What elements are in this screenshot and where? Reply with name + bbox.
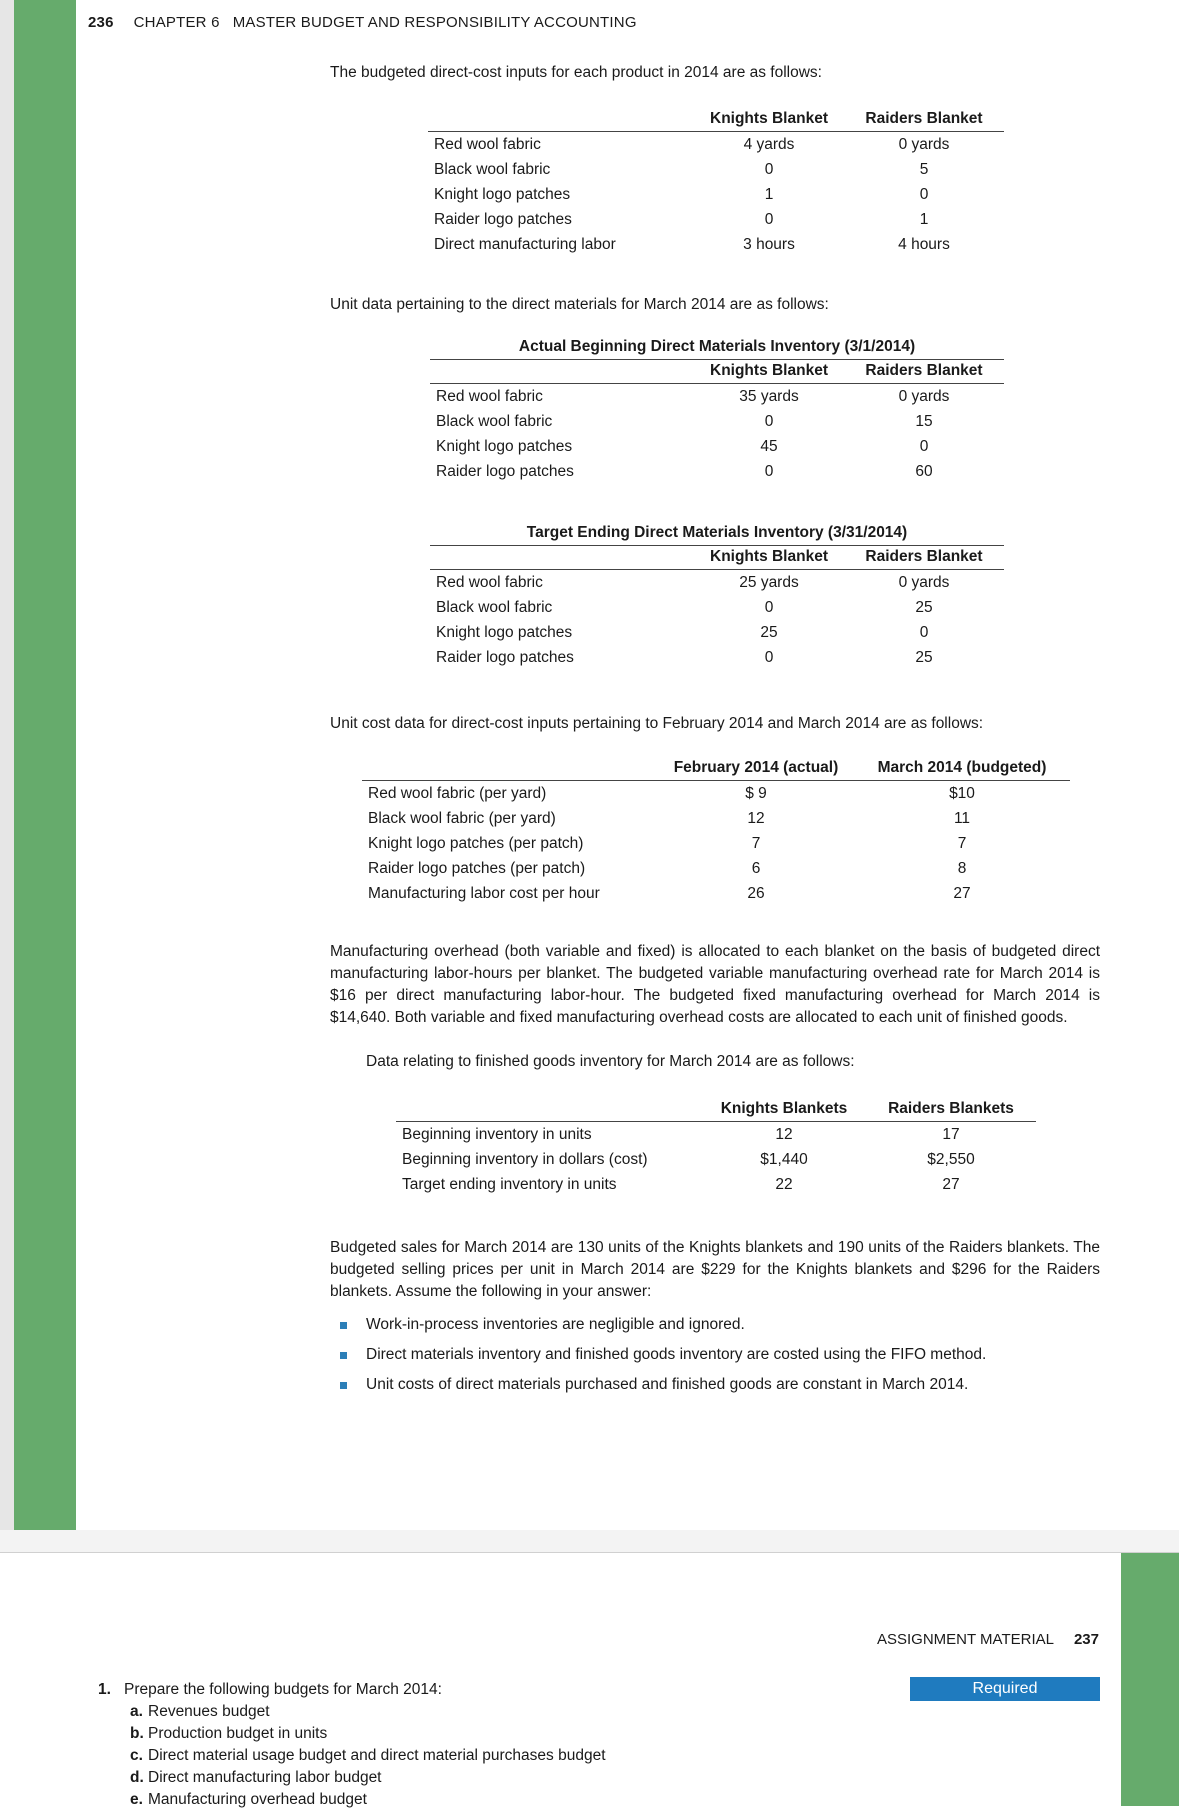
row-label: Black wool fabric xyxy=(436,413,553,430)
col-header-mar: March 2014 (budgeted) xyxy=(854,757,1070,781)
row-label: Direct manufacturing labor xyxy=(434,236,616,253)
cell-knights: 22 xyxy=(775,1176,793,1193)
cell-raiders: 0 xyxy=(919,624,929,641)
cell-raiders: 0 yards xyxy=(898,136,950,153)
row-label: Knight logo patches (per patch) xyxy=(368,835,584,852)
cell-knights: 4 yards xyxy=(743,136,795,153)
assumption-list xyxy=(336,1314,986,1404)
item-letter: c. xyxy=(130,1747,143,1764)
finished-goods-table xyxy=(396,1098,1036,1197)
bullet-square-icon xyxy=(340,1352,347,1359)
intro-materials-text: Unit data pertaining to the direct materials for March 2014 are as follows: xyxy=(330,296,829,313)
row-label: Raider logo patches xyxy=(436,463,574,480)
page-gap xyxy=(0,1530,1179,1552)
intro-finished-text: Data relating to finished goods inventory for March 2014 are as follows: xyxy=(366,1053,855,1070)
cell-raiders: 0 xyxy=(919,438,929,455)
inputs-table xyxy=(428,108,1004,257)
cell-mar: 8 xyxy=(957,860,967,877)
table-row xyxy=(430,459,1004,484)
col-header-raiders: Raiders Blanket xyxy=(844,546,1004,570)
cell-mar: 27 xyxy=(953,885,971,902)
cell-raiders: 25 xyxy=(915,649,933,666)
cell-raiders: 17 xyxy=(942,1126,960,1143)
item-letter: d. xyxy=(130,1769,144,1786)
table-row xyxy=(430,595,1004,620)
assumption-text: Work-in-process inventories are negligible and ignored. xyxy=(366,1316,745,1333)
row-label: Manufacturing labor cost per hour xyxy=(368,885,600,902)
intro-costs-text: Unit cost data for direct-cost inputs pertaining to February 2014 and March 2014 are as follows: xyxy=(330,715,984,732)
table-row xyxy=(428,182,1004,207)
assumption-text: Direct materials inventory and finished goods inventory are costed using the FIFO method. xyxy=(366,1346,987,1363)
row-label: Red wool fabric xyxy=(434,136,541,153)
cell-knights: 3 hours xyxy=(743,236,795,253)
col-header-knights: Knights Blanket xyxy=(694,108,844,132)
cell-raiders: 1 xyxy=(919,211,929,228)
row-label: Raider logo patches xyxy=(436,649,574,666)
row-label: Beginning inventory in units xyxy=(402,1126,592,1143)
cell-raiders: 0 xyxy=(919,186,929,203)
question-number: 1. xyxy=(98,1681,111,1698)
ending-inventory-table xyxy=(430,524,1004,670)
row-label: Raider logo patches (per patch) xyxy=(368,860,586,877)
row-label: Knight logo patches xyxy=(434,186,571,203)
cell-feb: $ 9 xyxy=(745,785,767,802)
page-edge xyxy=(0,0,14,1530)
beginning-inventory-table xyxy=(430,338,1004,484)
page-237 xyxy=(0,1552,1179,1806)
table-row xyxy=(430,409,1004,434)
overhead-paragraph: Manufacturing overhead (both variable and fixed) is allocated to each blanket on the basis of budgeted direct manufacturing labor-hours per blanket. The budgeted variable manufacturing overhead rate for March 2014 is $16 per direct manufacturing labor-hour. The budgeted fixed manufacturing overhead for March 2014 is $14,640. Both variable and fixed manufacturing overhead costs are allocated to each unit of finished goods. xyxy=(330,943,1100,1026)
cell-feb: 6 xyxy=(751,860,761,877)
cell-raiders: $2,550 xyxy=(927,1151,975,1168)
item-text: Direct material usage budget and direct material purchases budget xyxy=(148,1747,606,1764)
list-item xyxy=(98,1789,606,1811)
row-label: Black wool fabric xyxy=(434,161,551,178)
table-row xyxy=(428,232,1004,257)
cell-knights: $1,440 xyxy=(760,1151,808,1168)
item-letter: b. xyxy=(130,1725,144,1742)
cell-mar: $10 xyxy=(949,785,975,802)
row-label: Black wool fabric xyxy=(436,599,553,616)
item-letter: e. xyxy=(130,1791,143,1808)
list-item xyxy=(98,1767,606,1789)
table-row xyxy=(430,645,1004,670)
sales-paragraph: Budgeted sales for March 2014 are 130 units of the Knights blankets and 190 units of the Raiders blankets. The budgeted selling prices per unit in March 2014 are $229 for the Knights blankets and $296 for the Raiders blankets. Assume the following in your answer: xyxy=(330,1239,1100,1300)
assumption-text: Unit costs of direct materials purchased and finished goods are constant in March 2014. xyxy=(366,1376,969,1393)
list-item xyxy=(336,1344,986,1374)
cell-knights: 25 yards xyxy=(739,574,799,591)
cell-knights: 0 xyxy=(764,463,774,480)
page-number: 236 xyxy=(88,14,114,31)
table-row xyxy=(430,384,1004,410)
row-label: Target ending inventory in units xyxy=(402,1176,617,1193)
cell-knights: 35 yards xyxy=(739,388,799,405)
cell-knights: 0 xyxy=(764,413,774,430)
table-row xyxy=(362,881,1070,906)
green-margin-band xyxy=(1121,1553,1179,1806)
item-text: Direct manufacturing labor budget xyxy=(148,1769,382,1786)
table-row xyxy=(362,806,1070,831)
table-row xyxy=(428,132,1004,158)
row-label: Raider logo patches xyxy=(434,211,572,228)
ending-table-title: Target Ending Direct Materials Inventory (3/31/2014) xyxy=(430,524,1004,546)
page-number: 237 xyxy=(1073,1631,1099,1648)
item-text: Manufacturing overhead budget xyxy=(148,1791,367,1808)
cell-feb: 12 xyxy=(747,810,765,827)
intro-inputs-text: The budgeted direct-cost inputs for each product in 2014 are as follows: xyxy=(330,64,822,81)
table-row xyxy=(428,157,1004,182)
section-title: ASSIGNMENT MATERIAL xyxy=(876,1631,1054,1648)
row-label: Red wool fabric (per yard) xyxy=(368,785,547,802)
cell-raiders: 60 xyxy=(915,463,933,480)
list-item xyxy=(98,1745,606,1767)
cell-feb: 7 xyxy=(751,835,761,852)
table-row xyxy=(430,620,1004,645)
col-header-knights: Knights Blanket xyxy=(694,360,844,384)
col-header-raiders: Raiders Blankets xyxy=(866,1098,1036,1122)
cell-mar: 7 xyxy=(957,835,967,852)
cell-raiders: 5 xyxy=(919,161,929,178)
col-header-raiders: Raiders Blanket xyxy=(844,360,1004,384)
item-text: Production budget in units xyxy=(148,1725,328,1742)
cell-knights: 25 xyxy=(760,624,778,641)
cell-knights: 0 xyxy=(764,211,774,228)
cell-raiders: 0 yards xyxy=(898,388,950,405)
question-text: Prepare the following budgets for March 2014: xyxy=(124,1681,442,1698)
running-header xyxy=(88,14,637,31)
table-row xyxy=(362,781,1070,807)
running-header xyxy=(877,1631,1099,1648)
question-1 xyxy=(98,1679,606,1811)
item-text: Revenues budget xyxy=(148,1703,270,1720)
bullet-square-icon xyxy=(340,1382,347,1389)
list-item xyxy=(98,1723,606,1745)
table-row xyxy=(396,1122,1036,1148)
cell-raiders: 25 xyxy=(915,599,933,616)
required-label: Required xyxy=(910,1677,1100,1701)
cell-knights: 12 xyxy=(775,1126,793,1143)
col-header-knights: Knights Blanket xyxy=(694,546,844,570)
table-row xyxy=(430,570,1004,596)
row-label: Red wool fabric xyxy=(436,574,543,591)
row-label: Black wool fabric (per yard) xyxy=(368,810,556,827)
col-header-raiders: Raiders Blanket xyxy=(844,108,1004,132)
table-row xyxy=(396,1147,1036,1172)
cell-knights: 0 xyxy=(764,161,774,178)
list-item xyxy=(336,1374,986,1404)
cell-raiders: 15 xyxy=(915,413,933,430)
cell-knights: 1 xyxy=(764,186,774,203)
cell-raiders: 4 hours xyxy=(898,236,950,253)
row-label: Red wool fabric xyxy=(436,388,543,405)
cell-knights: 45 xyxy=(760,438,778,455)
cell-mar: 11 xyxy=(953,810,971,827)
col-header-knights: Knights Blankets xyxy=(702,1098,866,1122)
list-item xyxy=(336,1314,986,1344)
row-label: Beginning inventory in dollars (cost) xyxy=(402,1151,648,1168)
list-item xyxy=(98,1701,606,1723)
cell-knights: 0 xyxy=(764,599,774,616)
row-label: Knight logo patches xyxy=(436,624,573,641)
cell-raiders: 0 yards xyxy=(898,574,950,591)
table-row xyxy=(362,831,1070,856)
item-letter: a. xyxy=(130,1703,143,1720)
bullet-square-icon xyxy=(340,1322,347,1329)
table-row xyxy=(428,207,1004,232)
chapter-title: CHAPTER 6 MASTER BUDGET AND RESPONSIBILITY ACCOUNTING xyxy=(133,14,637,31)
cell-feb: 26 xyxy=(747,885,765,902)
beginning-table-title: Actual Beginning Direct Materials Inventory (3/1/2014) xyxy=(430,338,1004,360)
unit-cost-table xyxy=(362,757,1070,906)
table-row xyxy=(362,856,1070,881)
row-label: Knight logo patches xyxy=(436,438,573,455)
col-header-feb: February 2014 (actual) xyxy=(658,757,854,781)
cell-knights: 0 xyxy=(764,649,774,666)
table-row xyxy=(396,1172,1036,1197)
table-row xyxy=(430,434,1004,459)
cell-raiders: 27 xyxy=(942,1176,960,1193)
